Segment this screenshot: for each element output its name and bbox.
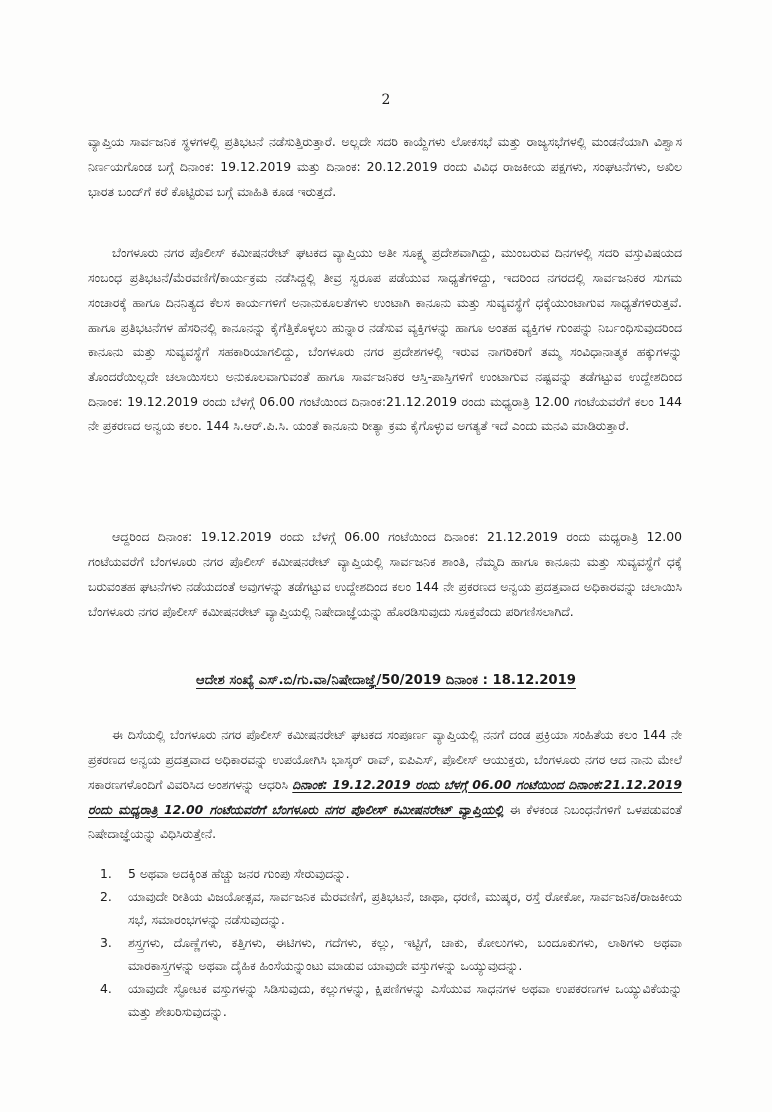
list-item-number: 1. — [100, 866, 112, 881]
order-emphasis: ದಿನಾಂಕ: 19.12.2019 ರಂದು ಬೆಳಗ್ಗೆ 06.00 ಗಂಟೆಯಿಂದ ದಿನಾಂಕ:21.12.2019 ರಂದು ಮಧ್ಯರಾತ್ರಿ 12.00 ಗಂಟೆಯವರೆಗೆ ಬೆಂಗಳೂರು ನಗರ ಪೊಲೀಸ್ ಕಮೀಷನರೇಟ್ ವ್ಯಾಪ್ತಿಯಲ್ಲಿ — [88, 776, 682, 817]
list-item-text: ಶಸ್ತ್ರಗಳು, ದೊಣ್ಣೆಗಳು, ಕತ್ತಿಗಳು, ಈಟಿಗಳು, ಗದೆಗಳು, ಕಲ್ಲು, ಇಟ್ಟಿಗೆ, ಚಾಕು, ಕೋಲುಗಳು, ಬಂದೂಕುಗಳು, ಲಾಠಿಗಳು ಅಥವಾ ಮಾರಕಾಸ್ತ್ರಗಳನ್ನು ಅಥವಾ ದೈಹಿಕ ಹಿಂಸೆಯನ್ನುಂಟು ಮಾಡುವ ಯಾವುದೇ ವಸ್ತುಗಳನ್ನು ಒಯ್ಯುವುದನ್ನು. — [128, 935, 682, 973]
order-text-before: ಈ ದಿಸೆಯಲ್ಲಿ ಬೆಂಗಳೂರು ನಗರ ಪೊಲೀಸ್ ಕಮೀಷನರೇಟ್ ಘಟಕದ ಸಂಪೂರ್ಣ ವ್ಯಾಪ್ತಿಯಲ್ಲಿ ನನಗೆ ದಂಡ ಪ್ರಕ್ರಿಯಾ ಸಂಹಿತೆಯ ಕಲಂ 144 ನೇ ಪ್ರಕರಣದ ಅನ್ವಯ ಪ್ರದತ್ತವಾದ ಅಧಿಕಾರವನ್ನು ಉಪಯೋಗಿಸಿ ಭಾಸ್ಕರ್ ರಾವ್, ಐಪಿಎಸ್, ಪೊಲೀಸ್ ಆಯುಕ್ತರು, ಬೆಂಗಳೂರು ನಗರ ಆದ ನಾನು ಮೇಲೆ ಸಕಾರಣಗಳೊಂದಿಗೆ ವಿವರಿಸಿದ ಅಂಶಗಳನ್ನು ಆಧರಿಸಿ — [88, 727, 682, 792]
list-item — [100, 977, 682, 1023]
list-item-text: 5 ಅಥವಾ ಅದಕ್ಕಿಂತ ಹೆಚ್ಚು ಜನರ ಗುಂಪು ಸೇರುವುದನ್ನು. — [128, 866, 350, 881]
list-item-number: 3. — [100, 935, 112, 950]
paragraph-background: ವ್ಯಾಪ್ತಿಯ ಸಾರ್ವಜನಿಕ ಸ್ಥಳಗಳಲ್ಲಿ ಪ್ರತಿಭಟನೆ ನಡೆಸುತ್ತಿರುತ್ತಾರೆ. ಅಲ್ಲದೇ ಸದರಿ ಕಾಯ್ದೆಗಳು ಲೋಕಸಭೆ ಮತ್ತು ರಾಜ್ಯಸಭೆಗಳಲ್ಲಿ ಮಂಡನೆಯಾಗಿ ವಿಶ್ವಾಸ ನಿರ್ಣಯಗೊಂಡ ಬಗ್ಗೆ ದಿನಾಂಕ: 19.12.2019 ಮತ್ತು ದಿನಾಂಕ: 20.12.2019 ರಂದು ವಿವಿಧ ರಾಜಕೀಯ ಪಕ್ಷಗಳು, ಸಂಘಟನೆಗಳು, ಅಖಿಲ ಭಾರತ ಬಂದ್‌ಗೆ ಕರೆ ಕೊಟ್ಟಿರುವ ಬಗ್ಗೆ ಮಾಹಿತಿ ಕೂಡ ಇರುತ್ತದೆ. — [88, 134, 682, 199]
page-number: 2 — [381, 92, 391, 108]
list-item — [100, 885, 682, 931]
list-item-text: ಯಾವುದೇ ಸ್ಫೋಟಕ ವಸ್ತುಗಳನ್ನು ಸಿಡಿಸುವುದು, ಕಲ್ಲುಗಳನ್ನು, ಕ್ಷಿಪಣಿಗಳನ್ನು ಎಸೆಯುವ ಸಾಧನಗಳ ಅಥವಾ ಉಪಕರಣಗಳ ಒಯ್ಯುವಿಕೆಯನ್ನು ಮತ್ತು ಶೇಖರಿಸುವುದನ್ನು. — [128, 981, 682, 1019]
list-item-text: ಯಾವುದೇ ರೀತಿಯ ವಿಜಯೋತ್ಸವ, ಸಾರ್ವಜನಿಕ ಮೆರವಣಿಗೆ, ಪ್ರತಿಭಟನೆ, ಜಾಥಾ, ಧರಣಿ, ಮುಷ್ಕರ, ರಸ್ತೆ ರೋಕೋ, ಸಾರ್ವಜನಿಕ/ರಾಜಕೀಯ ಸಭೆ, ಸಮಾರಂಭಗಳನ್ನು ನಡೆಸುವುದನ್ನು. — [128, 889, 682, 927]
paragraph-request: ಬೆಂಗಳೂರು ನಗರ ಪೊಲೀಸ್ ಕಮೀಷನರೇಟ್ ಘಟಕದ ವ್ಯಾಪ್ತಿಯು ಅತೀ ಸೂಕ್ಷ್ಮ ಪ್ರದೇಶವಾಗಿದ್ದು, ಮುಂಬರುವ ದಿನಗಳಲ್ಲಿ ಸದರಿ ವಸ್ತುವಿಷಯದ ಸಂಬಂಧ ಪ್ರತಿಭಟನೆ/ಮೆರವಣಿಗೆ/ಕಾರ್ಯಕ್ರಮ ನಡೆಸಿದ್ದಲ್ಲಿ ತೀವ್ರ ಸ್ವರೂಪ ಪಡೆಯುವ ಸಾಧ್ಯತೆಗಳಿದ್ದು, ಇದರಿಂದ ನಗರದಲ್ಲಿ ಸಾರ್ವಜನಿಕರ ಸುಗಮ ಸಂಚಾರಕ್ಕೆ ಹಾಗೂ ದಿನನಿತ್ಯದ ಕೆಲಸ ಕಾರ್ಯಗಳಿಗೆ ಅನಾನುಕೂಲತೆಗಳು ಉಂಟಾಗಿ ಕಾನೂನು ಮತ್ತು ಸುವ್ಯವಸ್ಥೆಗೆ ಧಕ್ಕೆಯುಂಟಾಗುವ ಸಾಧ್ಯತೆಗಳಿರುತ್ತವೆ. ಹಾಗೂ ಪ್ರತಿಭಟನೆಗಳ ಹೆಸರಿನಲ್ಲಿ ಕಾನೂನನ್ನು ಕೈಗೆತ್ತಿಕೊಳ್ಳಲು ಹುನ್ನಾರ ನಡೆಸುವ ವ್ಯಕ್ತಿಗಳನ್ನು ಹಾಗೂ ಅಂತಹ ವ್ಯಕ್ತಿಗಳ ಗುಂಪನ್ನು ನಿರ್ಬಂಧಿಸುವುದರಿಂದ ಕಾನೂನು ಮತ್ತು ಸುವ್ಯವಸ್ಥೆಗೆ ಸಹಕಾರಿಯಾಗಲಿದ್ದು, ಬೆಂಗಳೂರು ನಗರ ಪ್ರದೇಶಗಳಲ್ಲಿ ಇರುವ ನಾಗರಿಕರಿಗೆ ತಮ್ಮ ಸಂವಿಧಾನಾತ್ಮಕ ಹಕ್ಕುಗಳನ್ನು ತೊಂದರೆಯಿಲ್ಲದೇ ಚಲಾಯಿಸಲು ಅನುಕೂಲವಾಗುವಂತೆ ಹಾಗೂ ಸಾರ್ವಜನಿಕರ ಆಸ್ತಿ-ಪಾಸ್ತಿಗಳಿಗೆ ಉಂಟಾಗುವ ನಷ್ಟವನ್ನು ತಡೆಗಟ್ಟುವ ಉದ್ದೇಶದಿಂದ ದಿನಾಂಕ: 19.12.2019 ರಂದು ಬೆಳಗ್ಗೆ 06.00 ಗಂಟೆಯಿಂದ ದಿನಾಂಕ:21.12.2019 ರಂದು ಮಧ್ಯರಾತ್ರಿ 12.00 ಗಂಟೆಯವರೆಗೆ ಕಲಂ 144 ನೇ ಪ್ರಕರಣದ ಅನ್ವಯ ಕಲಂ. 144 ಸಿ.ಆರ್.ಪಿ.ಸಿ. ಯಂತೆ ಕಾನೂನು ರೀತ್ಯಾ ಕ್ರಮ ಕೈಗೊಳ್ಳುವ ಅಗತ್ಯತೆ ಇದೆ ಎಂದು ಮನವಿ ಮಾಡಿರುತ್ತಾರೆ. — [88, 245, 682, 434]
paragraph-order — [88, 723, 682, 847]
list-item — [100, 862, 682, 885]
order-heading: ಆದೇಶ ಸಂಖ್ಯೆ ಎಸ್.ಬಿ/ಗು.ವಾ/ನಿಷೇದಾಜ್ಞೆ/50/2019 ದಿನಾಂಕ : 18.12.2019 — [196, 673, 576, 688]
list-item-number: 4. — [100, 981, 112, 996]
order-text-after: ಈ ಕೆಳಕಂಡ ನಿಬಂಧನೆಗಳಿಗೆ ಒಳಪಡುವಂತೆ ನಿಷೇದಾಜ್ಞೆಯನ್ನು ವಿಧಿಸಿರುತ್ತೇನೆ. — [88, 801, 682, 842]
list-item-number: 2. — [100, 889, 112, 904]
paragraph-consideration: ಆದ್ದರಿಂದ ದಿನಾಂಕ: 19.12.2019 ರಂದು ಬೆಳಗ್ಗೆ 06.00 ಗಂಟೆಯಿಂದ ದಿನಾಂಕ: 21.12.2019 ರಂದು ಮಧ್ಯರಾತ್ರಿ 12.00 ಗಂಟೆಯವರೆಗೆ ಬೆಂಗಳೂರು ನಗರ ಪೊಲೀಸ್ ಕಮೀಷನರೇಟ್ ವ್ಯಾಪ್ತಿಯಲ್ಲಿ ಸಾರ್ವಜನಿಕ ಶಾಂತಿ, ನೆಮ್ಮದಿ ಹಾಗೂ ಕಾನೂನು ಮತ್ತು ಸುವ್ಯವಸ್ಥೆಗೆ ಧಕ್ಕೆ ಬರುವಂತಹ ಘಟನೆಗಳು ನಡೆಯದಂತೆ ಅವುಗಳನ್ನು ತಡೆಗಟ್ಟುವ ಉದ್ದೇಶದಿಂದ ಕಲಂ 144 ನೇ ಪ್ರಕರಣದ ಅನ್ವಯ ಪ್ರದತ್ತವಾದ ಅಧಿಕಾರವನ್ನು ಚಲಾಯಿಸಿ ಬೆಂಗಳೂರು ನಗರ ಪೊಲೀಸ್ ಕಮೀಷನರೇಟ್ ವ್ಯಾಪ್ತಿಯಲ್ಲಿ ನಿಷೇದಾಜ್ಞೆಯನ್ನು ಹೊರಡಿಸುವುದು ಸೂಕ್ತವೆಂದು ಪರಿಗಣಿಸಲಾಗಿದೆ. — [88, 529, 682, 619]
list-item — [100, 931, 682, 977]
restriction-list — [100, 862, 682, 1023]
